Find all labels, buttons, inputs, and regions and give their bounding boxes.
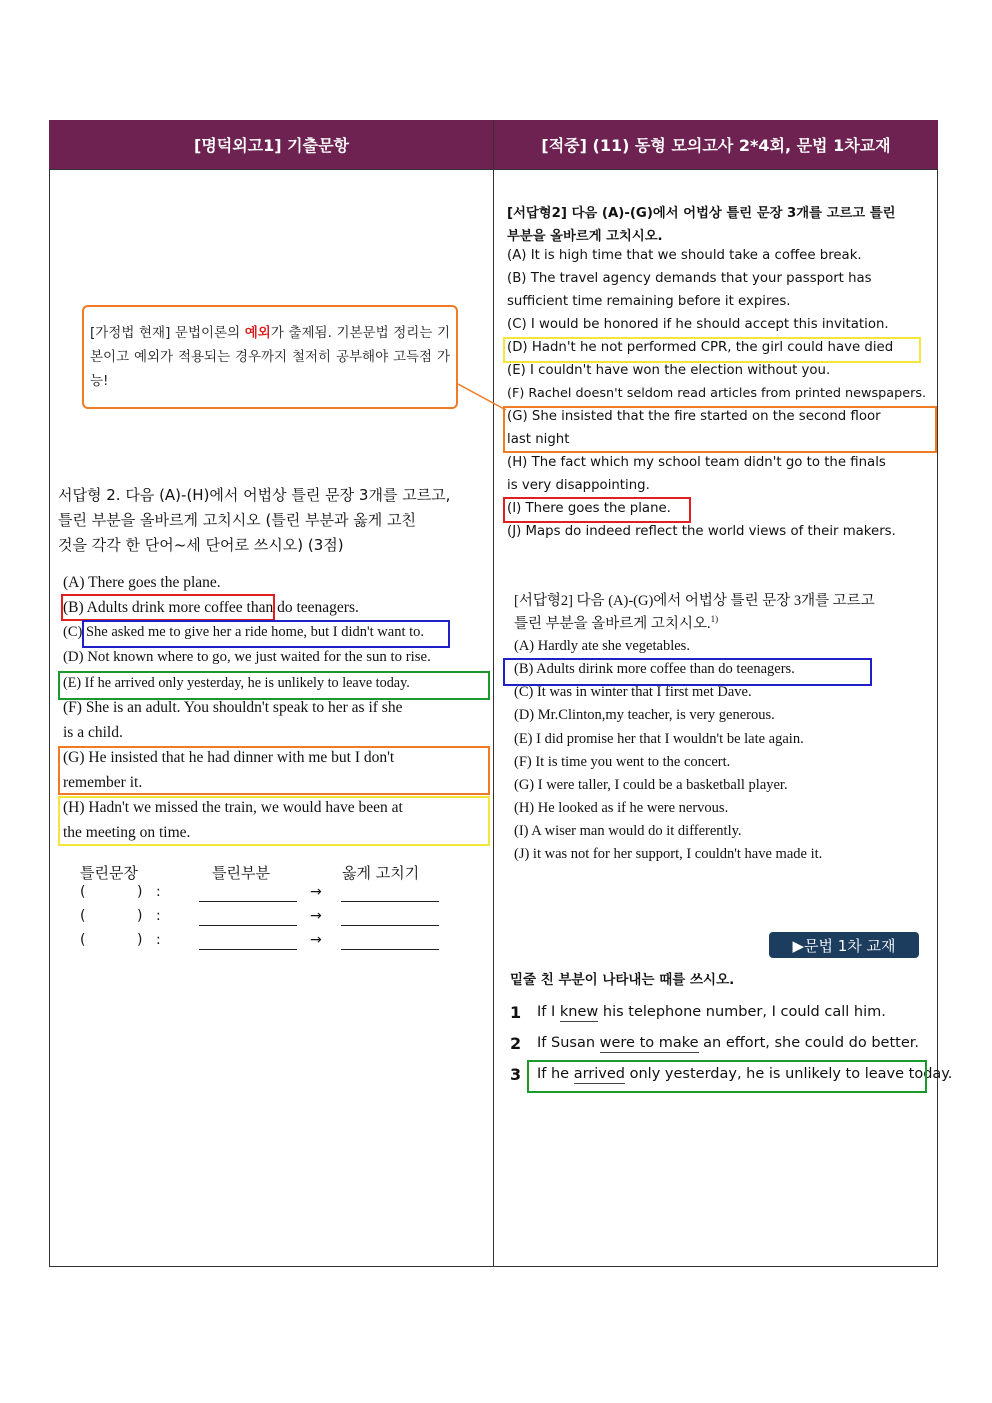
q2-item-e: (E) I did promise her that I wouldn't be late again. [514, 731, 804, 747]
left-prompt-line: 틀린 부분을 올바르게 고치시오 (틀린 부분과 옳게 고친 [58, 511, 417, 529]
paren-close: ) [137, 908, 143, 924]
highlight-box-red [503, 497, 691, 523]
q1-item-g: (G) She insisted that the fire started on the second floor [507, 409, 881, 424]
highlight-box-green [527, 1060, 927, 1093]
answer-header-sentence: 틀린문장 [80, 864, 138, 882]
colon: : [156, 908, 161, 924]
callout-text-pre: [가정법 현재] 문법이론의 [90, 325, 245, 341]
callout-text-post: 가 출제됨. 기본문법 정리는 기본이고 예외가 적용되는 경우까지 철저히 공부해야 고득점 가능! [90, 325, 450, 389]
highlight-box-orange [503, 406, 937, 453]
highlight-box-red [61, 594, 275, 621]
left-column-header: [명덕외고1] 기출문항 [49, 120, 494, 170]
sentence-pre: If he [537, 1066, 574, 1082]
item-number: 3 [510, 1065, 522, 1084]
q1-item-h: (H) The fact which my school team didn't go to the finals [507, 455, 886, 470]
left-prompt-line: 서답형 2. 다음 (A)-(H)에서 어법상 틀린 문장 3개를 고르고, [58, 486, 451, 504]
sentence-post: an effort, she could do better. [698, 1035, 919, 1051]
q1-item-a: (A) It is high time that we should take a coffee break. [507, 248, 862, 263]
arrow-icon: → [310, 908, 322, 924]
left-prompt-line: 것을 각각 한 단어~세 단어로 쓰시오) (3점) [58, 536, 344, 554]
colon: : [156, 884, 161, 900]
wrong-part-blank[interactable] [199, 949, 297, 950]
highlight-box-blue [82, 620, 450, 648]
item-sentence [537, 1004, 886, 1020]
q2-item-d: (D) Mr.Clinton,my teacher, is very generous. [514, 707, 775, 723]
left-item-d: (D) Not known where to go, we just waited for the sun to rise. [63, 649, 431, 665]
q1-item-b: (B) The travel agency demands that your passport has [507, 271, 872, 286]
paren-open: ( [80, 908, 86, 924]
q1-item-h-cont: is very disappointing. [507, 478, 650, 493]
underlined-verb: knew [559, 1004, 599, 1020]
left-item-e: (E) If he arrived only yesterday, he is unlikely to leave today. [63, 675, 410, 691]
left-item-g: (G) He insisted that he had dinner with me but I don't [63, 749, 395, 766]
grammar-instruction: 밑줄 친 부분이 나타내는 때를 쓰시오. [510, 972, 735, 988]
q2-item-i: (I) A wiser man would do it differently. [514, 823, 742, 839]
highlight-box-yellow [503, 337, 921, 363]
left-item-a: (A) There goes the plane. [63, 574, 221, 591]
q2-prompt-line: [서답형2] 다음 (A)-(G)에서 어법상 틀린 문장 3개를 고르고 [514, 593, 875, 609]
grammar-textbook-badge: ▶문법 1차 교재 [769, 932, 919, 958]
sentence-post: only yesterday, he is unlikely to leave today. [625, 1066, 953, 1082]
q1-prompt-line: [서답형2] 다음 (A)-(G)에서 어법상 틀린 문장 3개를 고르고 틀린 [507, 206, 896, 221]
q1-item-j: (J) Maps do indeed reflect the world views of their makers. [507, 524, 896, 539]
paren-open: ( [80, 884, 86, 900]
q1-prompt-line: 부분을 올바르게 고치시오. [507, 229, 663, 244]
exam-tip-callout [82, 305, 458, 409]
q2-item-f: (F) It is time you went to the concert. [514, 754, 731, 770]
paren-open: ( [80, 932, 86, 948]
sentence-pre: If I [537, 1004, 560, 1020]
left-item-h: (H) Hadn't we missed the train, we would have been at [63, 799, 403, 816]
q2-item-h: (H) He looked as if he were nervous. [514, 800, 729, 816]
underlined-verb: arrived [573, 1066, 626, 1082]
highlight-box-yellow [58, 796, 490, 846]
item-number: 2 [510, 1034, 522, 1053]
left-item-h-cont: the meeting on time. [63, 824, 191, 841]
q2-prompt-line-2 [514, 612, 718, 633]
highlight-box-orange [58, 746, 490, 795]
right-column-header: [적중] (11) 동형 모의고사 2*4회, 문법 1차교재 [493, 120, 938, 170]
sentence-post: his telephone number, I could call him. [598, 1004, 886, 1020]
left-item-g-cont: remember it. [63, 774, 143, 791]
q1-item-d: (D) Hadn't he not performed CPR, the girl could have died [507, 340, 894, 355]
item-sentence [537, 1035, 919, 1051]
q1-item-i: (I) There goes the plane. [507, 501, 671, 516]
wrong-part-blank[interactable] [199, 925, 297, 926]
q1-item-g-cont: last night [507, 432, 570, 447]
left-item-c: (C) She asked me to give her a ride home, but I didn't want to. [63, 624, 424, 640]
answer-header-wrong-part: 틀린부분 [212, 864, 270, 882]
callout-highlight: 예외 [244, 325, 271, 341]
correction-blank[interactable] [341, 949, 439, 950]
sentence-pre: If Susan [537, 1035, 600, 1051]
answer-header-correction: 옳게 고치기 [342, 864, 420, 882]
footnote-marker: 1) [710, 614, 719, 625]
q2-prompt-text: 틀린 부분을 올바르게 고치시오. [514, 616, 711, 632]
underlined-verb: were to make [599, 1035, 699, 1051]
paren-close: ) [137, 884, 143, 900]
correction-blank[interactable] [341, 925, 439, 926]
arrow-icon: → [310, 932, 322, 948]
callout-connector [458, 380, 508, 420]
wrong-part-blank[interactable] [199, 901, 297, 902]
left-item-f: (F) She is an adult. You shouldn't speak to her as if she [63, 699, 403, 716]
q1-item-b-cont: sufficient time remaining before it expires. [507, 294, 791, 309]
left-item-b: (B) Adults drink more coffee than do teenagers. [63, 599, 359, 616]
item-number: 1 [510, 1003, 522, 1022]
highlight-box-green [58, 671, 490, 700]
arrow-icon: → [310, 884, 322, 900]
correction-blank[interactable] [341, 901, 439, 902]
q2-item-c: (C) It was in winter that I first met Dave. [514, 684, 752, 700]
q1-item-f: (F) Rachel doesn't seldom read articles from printed newspapers. [507, 386, 927, 401]
paren-close: ) [137, 932, 143, 948]
q2-item-b: (B) Adults dirink more coffee than do teenagers. [514, 661, 795, 677]
q2-item-j: (J) it was not for her support, I couldn't have made it. [514, 846, 823, 862]
colon: : [156, 932, 161, 948]
left-item-f-cont: is a child. [63, 724, 123, 741]
q1-item-e: (E) I couldn't have won the election without you. [507, 363, 831, 378]
q1-item-c: (C) I would be honored if he should accept this invitation. [507, 317, 889, 332]
column-divider [493, 120, 494, 1267]
highlight-box-blue [503, 658, 872, 686]
q2-item-g: (G) I were taller, I could be a basketball player. [514, 777, 788, 793]
q2-item-a: (A) Hardly ate she vegetables. [514, 638, 690, 654]
